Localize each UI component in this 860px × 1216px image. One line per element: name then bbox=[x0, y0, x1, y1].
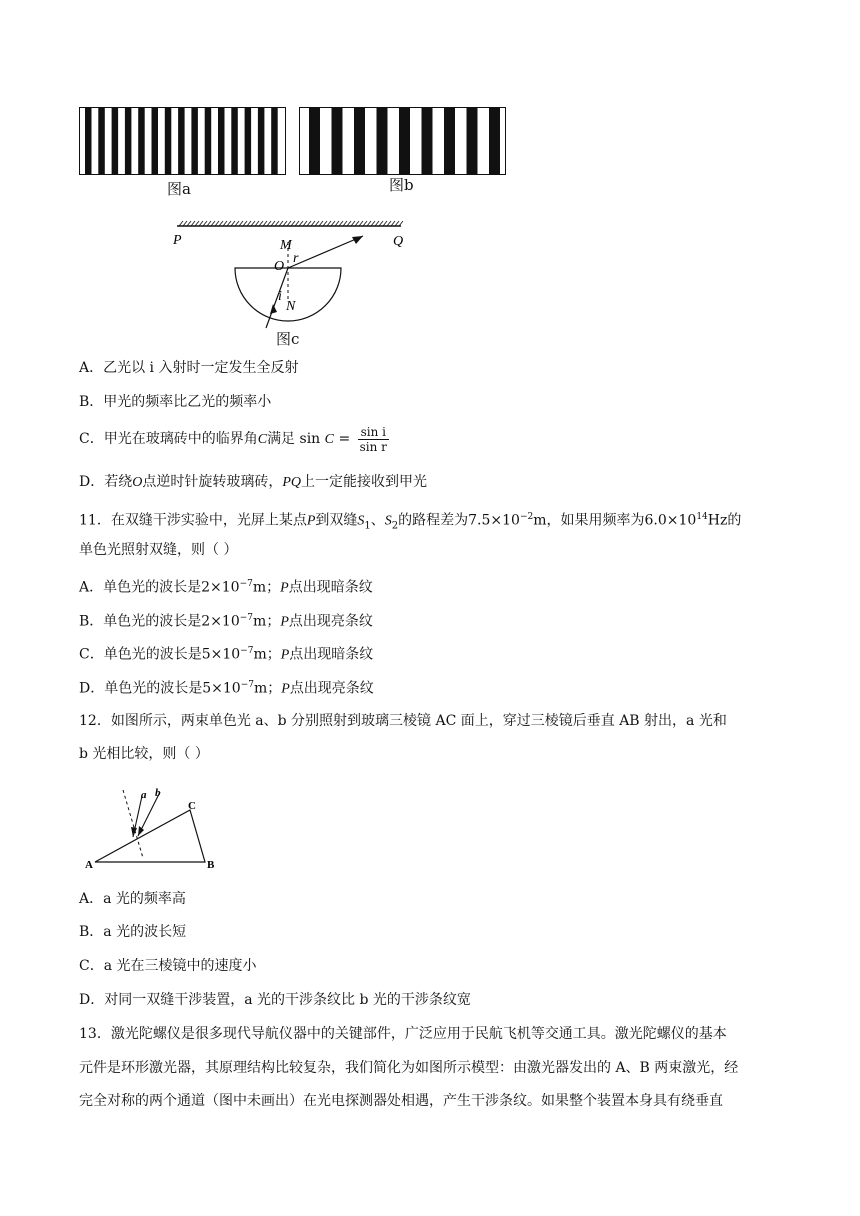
q12-stem-line1: 12．如图所示，两束单色光 a、b 分别照射到玻璃三棱镜 AC 面上，穿过三棱镜后垂直 AB 射出，a 光和 bbox=[79, 713, 727, 729]
dark-fringe bbox=[258, 108, 265, 174]
label-M: M bbox=[280, 238, 292, 253]
figure-b-caption: 图b bbox=[389, 176, 414, 194]
dark-fringe bbox=[467, 108, 478, 174]
dark-fringe bbox=[125, 108, 131, 174]
q12-option-b: B．a 光的波长短 bbox=[79, 924, 187, 940]
q13-stem-line2: 元件是环形激光器，其原理结构比较复杂，我们简化为如图所示模型：由激光器发出的 A、B 两束激光，经 bbox=[79, 1060, 739, 1076]
label-C: C bbox=[188, 800, 196, 812]
dark-fringe bbox=[309, 108, 320, 174]
q11-option-b: B．单色光的波长是$2\times 10^{-7}m$；P点出现亮条纹 bbox=[79, 613, 373, 630]
q10-option-a: A．乙光以 i 入射时一定发生全反射 bbox=[79, 360, 299, 376]
dark-fringe bbox=[191, 108, 198, 174]
q11-stem-line2: 单色光照射双缝，则（ ） bbox=[79, 542, 238, 558]
dark-fringe bbox=[98, 108, 105, 174]
dark-fringe bbox=[399, 108, 410, 174]
q12-option-d: D．对同一双缝干涉装置，a 光的干涉条纹比 b 光的干涉条纹宽 bbox=[79, 992, 471, 1008]
dark-fringe bbox=[231, 108, 238, 174]
dark-fringe bbox=[271, 108, 278, 174]
q12-option-c: C．a 光在三棱镜中的速度小 bbox=[79, 958, 257, 974]
dark-fringe bbox=[165, 108, 172, 174]
dark-fringe bbox=[245, 108, 252, 174]
q11-option-a: A．单色光的波长是$2\times 10^{-7}m$；P点出现暗条纹 bbox=[79, 579, 373, 596]
q11-stem-line1: 11．在双缝干涉实验中，光屏上某点P到双缝$S_1$、$S_2$的路程差为$7.5\times 10^{-2}m$，如果用频率为$6.0\times 10^{14}Hz$的 bbox=[79, 512, 742, 532]
q10-option-b: B．甲光的频率比乙光的频率小 bbox=[79, 394, 272, 410]
label-b: b bbox=[155, 787, 161, 799]
q12-stem-line2: b 光相比较，则（ ） bbox=[79, 746, 209, 762]
figure-a-caption: 图a bbox=[167, 180, 191, 198]
dark-fringe bbox=[354, 108, 365, 174]
figure-a-fringes bbox=[79, 107, 286, 175]
label-N: N bbox=[286, 299, 296, 314]
figure-prism bbox=[85, 780, 225, 872]
dark-fringe bbox=[152, 108, 159, 174]
q13-stem-line3: 完全对称的两个通道（图中未画出）在光电探测器处相遇，产生干涉条纹。如果整个装置本身具有绕垂直 bbox=[79, 1093, 723, 1109]
label-O: O bbox=[274, 259, 285, 274]
q11-option-d: D．单色光的波长是$5\times 10^{-7}m$；P点出现亮条纹 bbox=[79, 680, 374, 697]
dark-fringe bbox=[218, 108, 225, 174]
dark-fringe bbox=[332, 108, 343, 174]
q13-stem-line1: 13．激光陀螺仪是很多现代导航仪器中的关键部件，广泛应用于民航飞机等交通工具。激光陀螺仪的基本 bbox=[79, 1026, 727, 1042]
dark-fringe bbox=[377, 108, 388, 174]
label-P: P bbox=[173, 233, 182, 248]
label-r: r bbox=[293, 251, 299, 266]
label-i: i bbox=[278, 289, 282, 304]
label-a: a bbox=[141, 789, 147, 801]
dark-fringe bbox=[489, 108, 500, 174]
dark-fringe bbox=[178, 108, 185, 174]
label-B: B bbox=[207, 859, 215, 871]
figure-b-fringes bbox=[299, 107, 506, 175]
dark-fringe bbox=[112, 108, 119, 174]
q10-option-c: C．甲光在玻璃砖中的临界角C满足 sin C = $\frac{\text{sin i}}{\text{sin r}}$ bbox=[79, 424, 387, 454]
dark-fringe bbox=[205, 108, 212, 174]
dark-fringe bbox=[138, 108, 145, 174]
dark-fringe bbox=[422, 108, 433, 174]
figure-c-caption: 图c bbox=[276, 330, 300, 348]
label-Q: Q bbox=[393, 234, 404, 249]
q10-option-d: D．若绕O点逆时针旋转玻璃砖，PQ上一定能接收到甲光 bbox=[79, 474, 428, 490]
dark-fringe bbox=[444, 108, 455, 174]
q11-option-c: C．单色光的波长是$5\times 10^{-7}m$；P点出现暗条纹 bbox=[79, 646, 374, 663]
critical-angle-fraction: $\frac{\text{sin i}}{\text{sin r}}$ bbox=[359, 424, 387, 454]
label-A: A bbox=[85, 859, 93, 871]
dark-fringe bbox=[85, 108, 92, 174]
q12-option-a: A．a 光的频率高 bbox=[79, 891, 186, 907]
